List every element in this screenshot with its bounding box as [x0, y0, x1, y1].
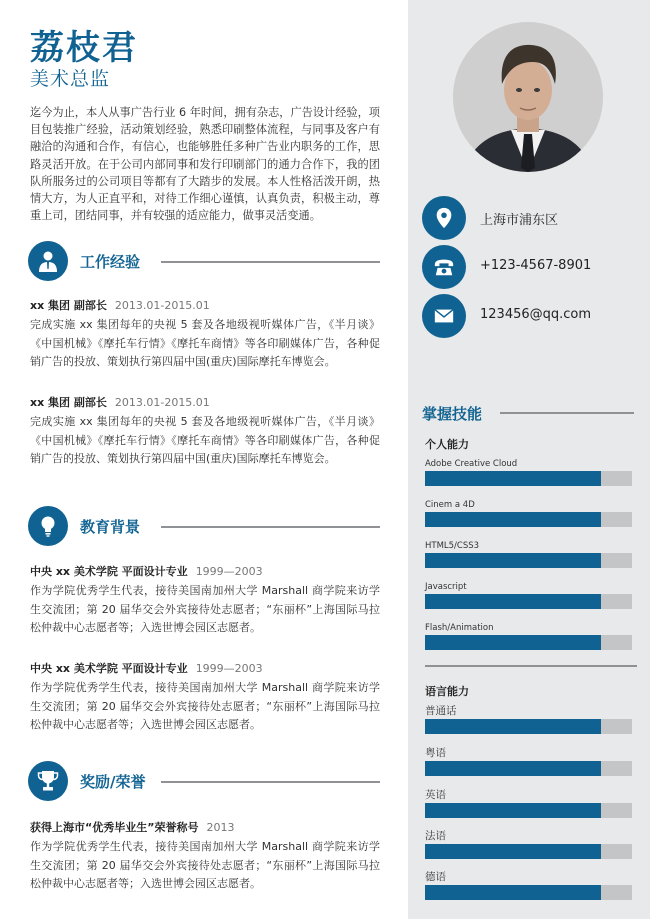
language-bar-fill [425, 844, 601, 859]
section-title-awards: 奖励/荣誉 [80, 773, 146, 791]
skill-bar [425, 635, 632, 650]
language-item [425, 828, 632, 859]
language-item [425, 787, 632, 818]
section-divider [500, 412, 634, 414]
language-label: 普通话 [425, 705, 457, 717]
skill-item [425, 539, 632, 568]
entry-date: 1999—2003 [195, 662, 263, 675]
education-entry [30, 562, 380, 638]
entry-org: xx 集团 副部长 [30, 396, 107, 409]
section-divider [161, 526, 380, 528]
intro-paragraph: 迄今为止，本人从事广告行业 6 年时间，拥有杂志，广告设计经验，项目包装推广经验，活动策划经验，熟悉印刷整体流程，与同事及客户有融洽的沟通和合作，有信心，也能够胜任多种广告业内职务的工作，思路灵活开放。在于公司内部同事和发行印刷部门的通力合作下，我的团队所服务过的公司项目等都有了大踏步的发展。本人性格活泼开朗，热情大方，为人正直平和，对待工作细心谨慎，认真负责，积极主动，尊重上司，团结同事，并有较强的适应能力，做事灵活变通。 [30, 106, 380, 223]
entry-date: 2013 [206, 821, 235, 834]
email-text: 123456@qq.com [480, 307, 592, 322]
location-text: 上海市浦东区 [480, 213, 559, 228]
entry-description: 作为学院优秀学生代表，接待美国南加州大学 Marshall 商学院来访学生交流团；第 20 届华交会外宾接待处志愿者；“东丽杯”上海国际马拉松仲裁中心志愿者等；入选世博会园区志愿者。 [30, 840, 380, 891]
personal-skills-title: 个人能力 [425, 438, 469, 451]
contact-location [422, 196, 642, 240]
skill-bar [425, 594, 632, 609]
section-divider [161, 261, 380, 263]
contact-phone [422, 245, 642, 289]
person-name: 荔枝君 [30, 28, 138, 68]
skill-item [425, 580, 632, 609]
skills-title: 掌握技能 [422, 405, 483, 423]
skill-bar [425, 512, 632, 527]
skill-item [425, 457, 632, 486]
entry-org: 获得上海市“优秀毕业生”荣誉称号 [30, 821, 199, 834]
skills-divider [425, 665, 637, 667]
entry-description: 作为学院优秀学生代表，接待美国南加州大学 Marshall 商学院来访学生交流团；第 20 届华交会外宾接待处志愿者；“东丽杯”上海国际马拉松仲裁中心志愿者等；入选世博会园区志愿者。 [30, 681, 380, 732]
work-entry [30, 296, 380, 372]
entry-org: 中央 xx 美术学院 平面设计专业 [30, 662, 188, 675]
skill-label: Adobe Creative Cloud [425, 459, 518, 469]
language-item [425, 869, 632, 900]
language-bar [425, 885, 632, 900]
language-bar [425, 844, 632, 859]
telephone-icon [422, 245, 466, 289]
section-education-header [28, 506, 380, 546]
skill-bar-fill [425, 553, 601, 568]
entry-description: 完成实施 xx 集团每年的央视 5 套及各地级视听媒体广告，《半月谈》《中国机械》《摩托车行情》《摩托车商情》等各印刷媒体广告，各种促销广告的投放、策划执行第四届中国(重庆)国际摩托车博览会。 [30, 415, 380, 466]
skill-label: Javascript [425, 582, 467, 592]
entry-org: 中央 xx 美术学院 平面设计专业 [30, 565, 188, 578]
sidebar [408, 0, 650, 919]
language-bar [425, 761, 632, 776]
section-work-header [28, 241, 380, 281]
skill-label: Flash/Animation [425, 623, 494, 633]
skill-bar-fill [425, 594, 601, 609]
skills-header [422, 403, 634, 423]
skill-item [425, 498, 632, 527]
trophy-icon [28, 761, 68, 801]
entry-date: 1999—2003 [195, 565, 263, 578]
language-bar-fill [425, 719, 601, 734]
envelope-icon [422, 294, 466, 338]
language-bar-fill [425, 761, 601, 776]
entry-org: xx 集团 副部长 [30, 299, 107, 312]
language-label: 粤语 [425, 747, 446, 759]
language-bar [425, 803, 632, 818]
skill-bar-fill [425, 635, 601, 650]
profile-photo [453, 22, 603, 172]
work-entry [30, 393, 380, 469]
skill-bar [425, 553, 632, 568]
entry-description: 完成实施 xx 集团每年的央视 5 套及各地级视听媒体广告，《半月谈》《中国机械》《摩托车行情》《摩托车商情》等各印刷媒体广告，各种促销广告的投放、策划执行第四届中国(重庆)国际摩托车博览会。 [30, 318, 380, 369]
skill-item [425, 621, 632, 650]
section-divider [161, 781, 380, 783]
skill-label: Cinem a 4D [425, 500, 475, 510]
lightbulb-icon [28, 506, 68, 546]
job-title: 美术总监 [30, 68, 111, 90]
skill-bar-fill [425, 512, 601, 527]
skill-bar [425, 471, 632, 486]
entry-date: 2013.01-2015.01 [114, 299, 210, 312]
location-pin-icon [422, 196, 466, 240]
skill-bar-fill [425, 471, 601, 486]
contact-email [422, 294, 642, 338]
language-bar-fill [425, 885, 601, 900]
language-label: 英语 [425, 789, 446, 801]
language-bar [425, 719, 632, 734]
skill-label: HTML5/CSS3 [425, 541, 480, 551]
phone-text: +123-4567-8901 [480, 258, 592, 273]
award-entry [30, 818, 380, 894]
education-entry [30, 659, 380, 735]
language-skills-title: 语言能力 [425, 685, 469, 698]
language-label: 法语 [425, 830, 446, 842]
section-awards-header [28, 761, 380, 801]
language-item [425, 703, 632, 734]
section-title-education: 教育背景 [80, 518, 141, 536]
language-item [425, 745, 632, 776]
language-label: 德语 [425, 871, 446, 883]
language-bar-fill [425, 803, 601, 818]
person-icon [28, 241, 68, 281]
entry-description: 作为学院优秀学生代表，接待美国南加州大学 Marshall 商学院来访学生交流团；第 20 届华交会外宾接待处志愿者；“东丽杯”上海国际马拉松仲裁中心志愿者等；入选世博会园区志愿者。 [30, 584, 380, 635]
section-title-work: 工作经验 [80, 253, 141, 271]
entry-date: 2013.01-2015.01 [114, 396, 210, 409]
